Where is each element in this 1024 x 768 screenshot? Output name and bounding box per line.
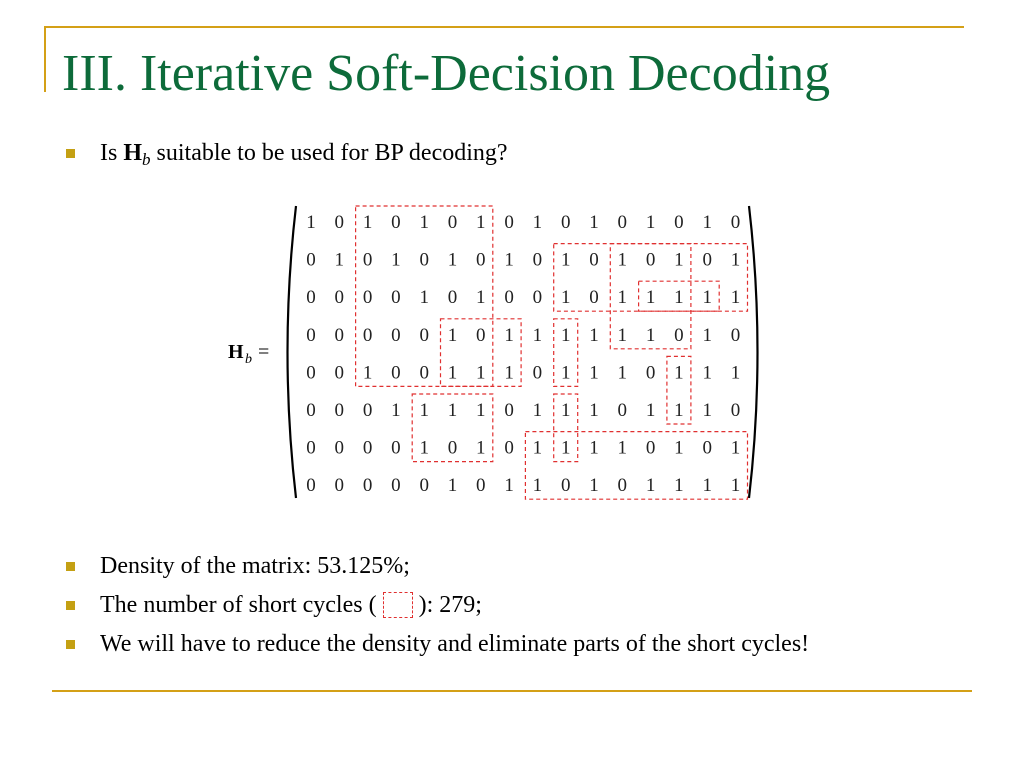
matrix-entry: 0 <box>560 475 571 497</box>
matrix-entry: 1 <box>674 362 684 384</box>
matrix-entry: 1 <box>447 475 458 497</box>
matrix-entry: 1 <box>476 362 486 384</box>
matrix-right-bracket <box>749 206 758 498</box>
matrix-entry: 0 <box>334 475 345 497</box>
matrix-entry: 0 <box>362 324 373 346</box>
matrix-label-subscript: b <box>245 352 252 367</box>
matrix-entry: 0 <box>674 324 684 346</box>
matrix-entry: 1 <box>617 287 628 309</box>
matrix-entry: 1 <box>362 362 373 384</box>
matrix-entry: 1 <box>334 249 345 271</box>
matrix-entry: 1 <box>730 437 741 459</box>
matrix-entry: 1 <box>532 400 543 421</box>
matrix-entry: 0 <box>362 249 373 271</box>
matrix-entry: 1 <box>617 249 628 271</box>
matrix-entry: 1 <box>702 362 712 384</box>
cycles-prefix: The number of short cycles ( <box>100 592 377 618</box>
matrix-entry: 0 <box>617 400 628 421</box>
bullet-conclusion: We will have to reduce the density and eliminate parts of the short cycles! <box>100 631 810 657</box>
cycle-highlights <box>356 206 748 499</box>
matrix-entry: 0 <box>674 212 684 233</box>
matrix-entry: 1 <box>447 249 458 271</box>
matrix-entry: 0 <box>362 475 373 497</box>
matrix-entry: 1 <box>674 475 684 497</box>
matrix-entry: 0 <box>306 362 316 384</box>
matrix-entry: 1 <box>560 324 571 346</box>
matrix-entry: 0 <box>560 212 571 233</box>
matrix-entry: 0 <box>504 400 514 421</box>
matrix-entry: 1 <box>391 249 401 271</box>
matrix-entry: 0 <box>306 400 316 421</box>
matrix-entry: 0 <box>504 287 514 309</box>
matrix-entry: 1 <box>645 324 656 346</box>
matrix-entry: 1 <box>730 287 741 309</box>
short-cycle-box <box>525 432 747 500</box>
matrix-entry: 1 <box>532 324 543 346</box>
matrix-entry: 0 <box>334 362 345 384</box>
matrix-entry: 0 <box>645 249 656 271</box>
matrix-entry: 1 <box>306 212 316 233</box>
matrix-entry: 0 <box>419 362 429 384</box>
matrix-entry: 1 <box>419 437 429 459</box>
matrix-entry: 1 <box>702 324 712 346</box>
matrix-entry: 1 <box>476 212 486 233</box>
matrix-entry: 0 <box>306 287 316 309</box>
matrix-entry: 1 <box>730 362 741 384</box>
matrix-entry: 0 <box>730 212 741 233</box>
matrix-entry: 0 <box>504 212 514 233</box>
matrix-entry: 0 <box>334 437 345 459</box>
matrix-entry: 0 <box>532 287 543 309</box>
matrix-entry: 1 <box>589 400 599 421</box>
matrix-entry: 1 <box>504 249 514 271</box>
matrix-entry: 1 <box>674 437 684 459</box>
question-matrix-subscript: b <box>142 150 151 169</box>
question-matrix-symbol: H <box>123 140 143 166</box>
question-prefix: Is <box>100 140 124 166</box>
matrix-entry: 0 <box>447 287 458 309</box>
matrix-entry: 0 <box>362 400 373 421</box>
matrix-entry: 0 <box>362 437 373 459</box>
question-suffix: suitable to be used for BP decoding? <box>150 140 508 166</box>
matrix-entry: 0 <box>702 437 712 459</box>
bullet-marker <box>66 640 75 649</box>
matrix-entry: 1 <box>730 475 741 497</box>
matrix-entry: 0 <box>504 437 514 459</box>
matrix-entry: 0 <box>447 212 458 233</box>
matrix-entry: 0 <box>306 475 316 497</box>
matrix-entry: 0 <box>532 362 543 384</box>
matrix-entry: 1 <box>476 287 486 309</box>
matrix-entry: 1 <box>617 437 628 459</box>
matrix-entry: 0 <box>589 249 599 271</box>
matrix-entry: 0 <box>645 362 656 384</box>
matrix-entry: 1 <box>674 287 684 309</box>
matrix-entry: 1 <box>476 400 486 421</box>
matrix-entry: 0 <box>334 287 345 309</box>
matrix-entry: 1 <box>702 287 712 309</box>
matrix-entry: 1 <box>645 212 656 233</box>
matrix-entry: 0 <box>419 249 429 271</box>
matrix-entry: 0 <box>391 287 401 309</box>
matrix-entry: 1 <box>617 324 628 346</box>
matrix-entry: 1 <box>645 475 656 497</box>
matrix-entry: 1 <box>702 212 712 233</box>
matrix-entry: 1 <box>447 400 458 421</box>
matrix-entry: 1 <box>560 400 571 421</box>
matrix-entry: 0 <box>617 212 628 233</box>
matrix-label <box>228 341 269 367</box>
matrix-entry: 1 <box>560 437 571 459</box>
matrix-entry: 1 <box>419 400 429 421</box>
matrix-entry: 0 <box>532 249 543 271</box>
matrix-entry: 0 <box>391 437 401 459</box>
matrix-label-main: H <box>228 341 244 363</box>
matrix-entry: 0 <box>730 324 741 346</box>
matrix-entry: 0 <box>589 287 599 309</box>
matrix-entry: 1 <box>419 287 429 309</box>
matrix-entry: 0 <box>476 475 486 497</box>
matrix-entry: 1 <box>532 475 543 497</box>
matrix-entry: 0 <box>617 475 628 497</box>
matrix-entry: 1 <box>589 437 599 459</box>
matrix-entry: 1 <box>532 437 543 459</box>
matrix-entry: 0 <box>447 437 458 459</box>
matrix-entry: 0 <box>476 249 486 271</box>
matrix-entry: 1 <box>447 324 458 346</box>
matrix-entry: 0 <box>702 249 712 271</box>
matrix-entry: 1 <box>589 475 599 497</box>
matrix-entry: 0 <box>391 362 401 384</box>
matrix-entry: 1 <box>391 400 401 421</box>
matrix-entry: 1 <box>730 249 741 271</box>
matrix-entry: 1 <box>504 475 514 497</box>
matrix-entry: 1 <box>447 362 458 384</box>
matrix-entry: 1 <box>674 249 684 271</box>
matrix-entry: 1 <box>504 362 514 384</box>
short-cycle-legend-box <box>383 592 413 618</box>
bullet-marker <box>66 562 75 571</box>
matrix-entry: 0 <box>391 212 401 233</box>
matrix-entry: 1 <box>589 324 599 346</box>
matrix-entry: 0 <box>391 475 401 497</box>
matrix-entry: 1 <box>560 287 571 309</box>
matrix-entry: 0 <box>306 324 316 346</box>
matrix-entry: 0 <box>334 212 345 233</box>
matrix-entry: 0 <box>419 324 429 346</box>
matrix-entry: 0 <box>306 249 316 271</box>
matrix-entry: 1 <box>560 362 571 384</box>
matrix-entry: 1 <box>617 362 628 384</box>
matrix-entry: 1 <box>702 475 712 497</box>
matrix-entry: 0 <box>645 437 656 459</box>
matrix-entry: 1 <box>476 437 486 459</box>
bullet-marker <box>66 601 75 610</box>
matrix-entry: 0 <box>362 287 373 309</box>
matrix-entry: 1 <box>589 362 599 384</box>
matrix-label-equals: = <box>258 341 270 363</box>
matrix-entry: 1 <box>589 212 599 233</box>
matrix-entry: 0 <box>334 400 345 421</box>
matrix-entry: 1 <box>532 212 543 233</box>
bullet-density: Density of the matrix: 53.125%; <box>100 553 410 579</box>
cycles-suffix: ): 279; <box>418 592 482 618</box>
matrix-entry: 1 <box>362 212 373 233</box>
matrix-entry: 1 <box>645 287 656 309</box>
matrix-entry: 1 <box>560 249 571 271</box>
matrix-entry: 0 <box>419 475 429 497</box>
matrix-entry: 0 <box>730 400 741 421</box>
matrix-entry: 1 <box>702 400 712 421</box>
matrix-entry: 0 <box>391 324 401 346</box>
bullet-cycles <box>100 591 482 619</box>
matrix-entry: 1 <box>504 324 514 346</box>
matrix-entry: 1 <box>645 400 656 421</box>
matrix-entries <box>306 212 740 496</box>
matrix-entry: 0 <box>334 324 345 346</box>
matrix-entry: 0 <box>476 324 486 346</box>
matrix-entry: 1 <box>419 212 429 233</box>
matrix-left-bracket <box>288 206 297 498</box>
matrix-entry: 1 <box>674 400 684 421</box>
slide-title: III. Iterative Soft-Decision Decoding <box>62 45 831 102</box>
matrix-entry: 0 <box>306 437 316 459</box>
